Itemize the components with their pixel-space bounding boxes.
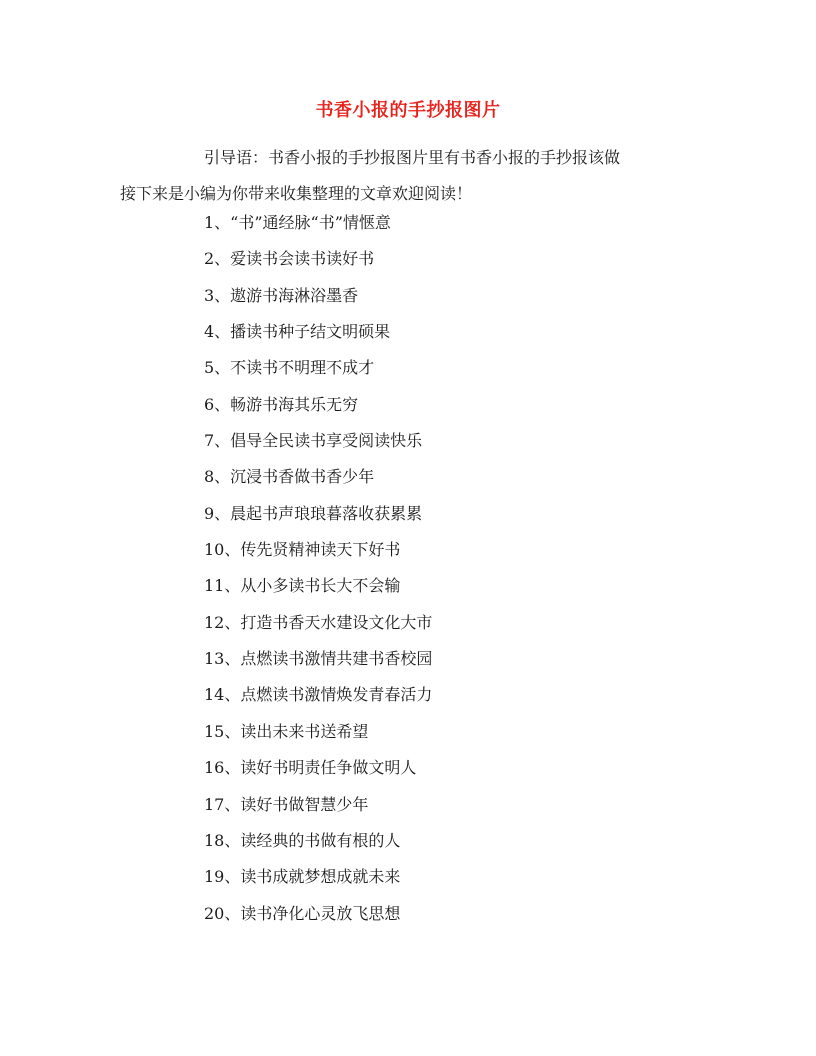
- list-item: 5、不读书不明理不成才: [204, 358, 375, 378]
- list-item: 3、遨游书海淋浴墨香: [204, 285, 359, 305]
- list-item: 11、从小多读书长大不会输: [204, 576, 401, 596]
- list-item: 1、“书”通经脉“书”情惬意: [204, 213, 391, 232]
- list-item: 10、传先贤精神读天下好书: [204, 540, 401, 560]
- list-item: 14、点燃读书激情焕发青春活力: [204, 685, 433, 705]
- list-item: 16、读好书明责任争做文明人: [204, 758, 417, 778]
- list-item: 6、畅游书海其乐无穷: [204, 394, 359, 414]
- document-title: 书香小报的手抄报图片: [315, 100, 501, 121]
- list-item: 17、读好书做智慧少年: [204, 794, 369, 814]
- list-item: 20、读书净化心灵放飞思想: [204, 903, 401, 923]
- list-item: 12、打造书香天水建设文化大市: [204, 612, 433, 632]
- list-item: 7、倡导全民读书享受阅读快乐: [204, 431, 423, 451]
- intro-line-1: 引导语：书香小报的手抄报图片里有书香小报的手抄报该做: [204, 148, 621, 167]
- list-item: 15、读出未来书送希望: [204, 721, 369, 741]
- list-item: 19、读书成就梦想成就未来: [204, 867, 401, 887]
- list-item: 8、沉浸书香做书香少年: [204, 467, 375, 487]
- slogan-list: [204, 205, 432, 932]
- list-item: 4、播读书种子结文明硕果: [204, 322, 391, 342]
- intro-line-2: 接下来是小编为你带来收集整理的文章欢迎阅读！: [120, 184, 473, 203]
- list-item: 9、晨起书声琅琅暮落收获累累: [204, 503, 423, 523]
- intro-paragraph: [120, 140, 720, 212]
- list-item: 2、爱读书会读书读好书: [204, 249, 375, 269]
- list-item: 18、读经典的书做有根的人: [204, 830, 401, 850]
- list-item: 13、点燃读书激情共建书香校园: [204, 649, 433, 669]
